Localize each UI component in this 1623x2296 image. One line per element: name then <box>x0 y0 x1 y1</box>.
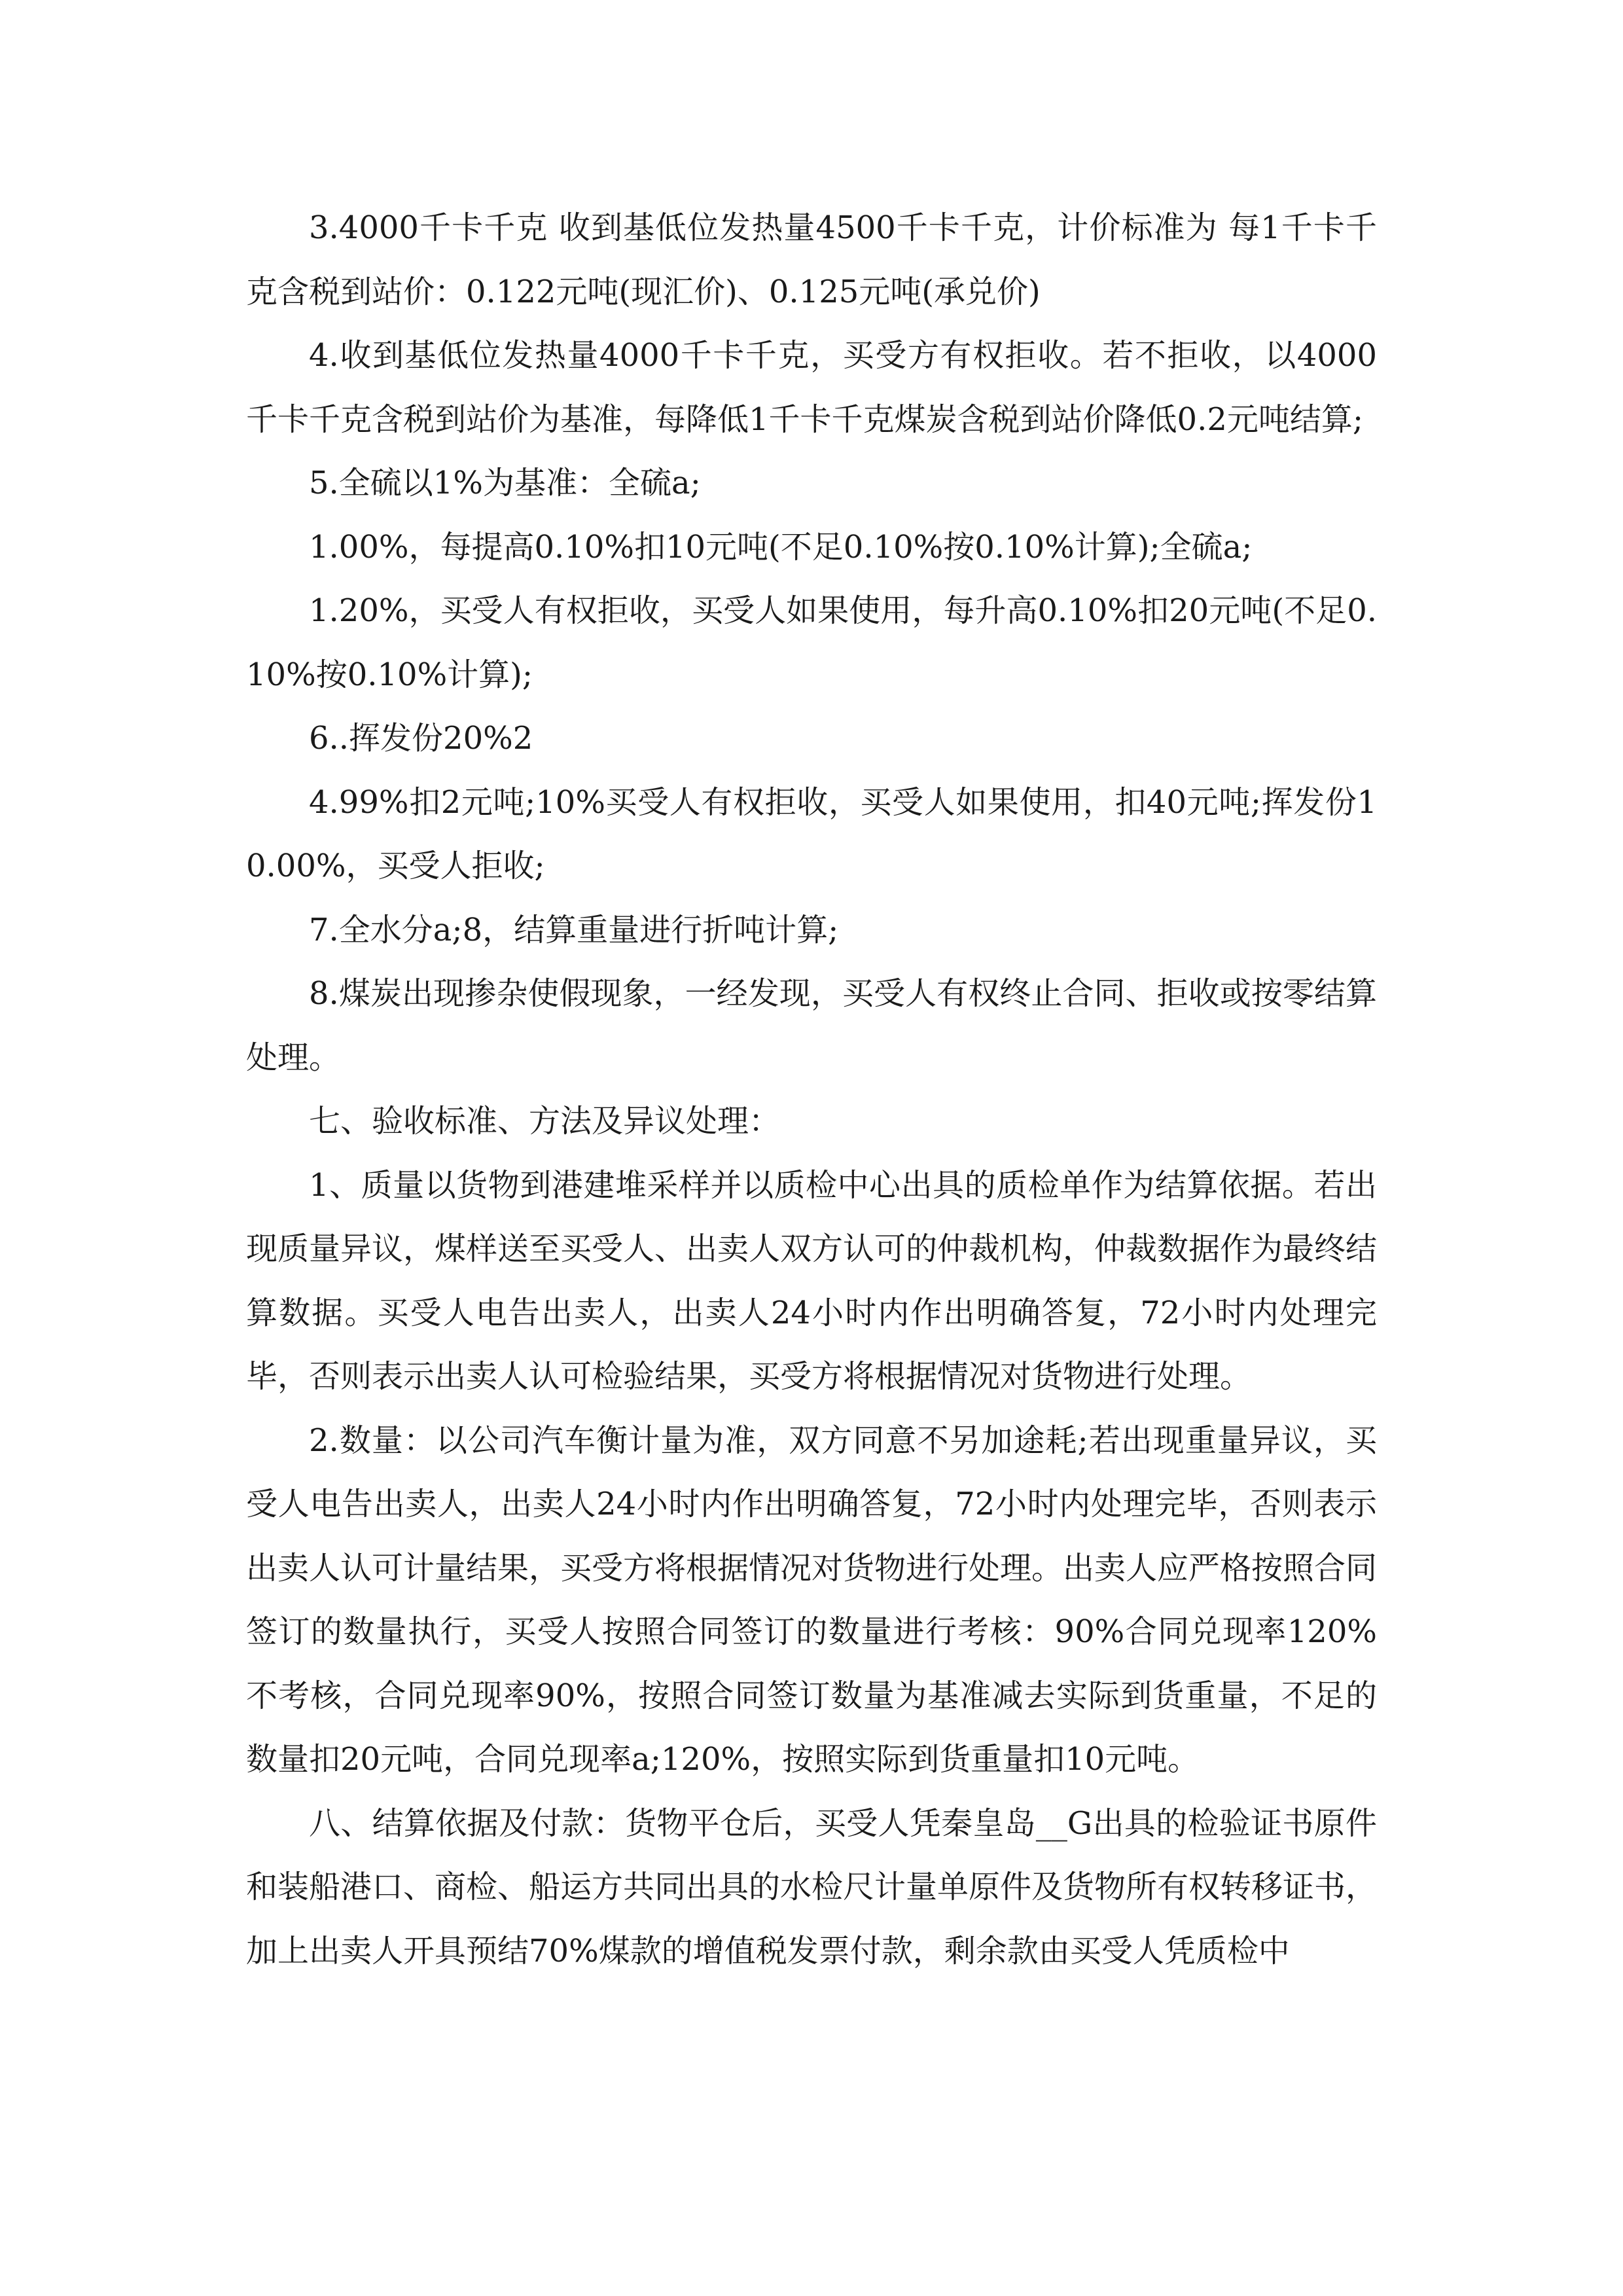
paragraph-sulfur-baseline: 5.全硫以1%为基准：全硫a; <box>309 465 701 501</box>
paragraph-sulfur-deduction-2: 1.20%，买受人有权拒收，买受人如果使用，每升高0.10%扣20元吨(不足0.10%按0.10%计算); <box>246 592 1377 693</box>
paragraph-total-moisture: 7.全水分a;8，结算重量进行折吨计算; <box>309 911 839 948</box>
paragraph-quality-inspection: 1、质量以货物到港建堆采样并以质检中心出具的质检单作为结算依据。若出现质量异议，煤样送至买受人、出卖人双方认可的仲裁机构，仲裁数据作为最终结算数据。买受人电告出卖人，出卖人24小时内作出明确答复，72小时内处理完毕，否则表示出卖人认可检验结果，买受方将根据情况对货物进行处理。 <box>246 1166 1378 1395</box>
section-heading-acceptance: 七、验收标准、方法及异议处理： <box>309 1103 781 1139</box>
paragraph-volatile-deduction: 4.99%扣2元吨;10%买受人有权拒收，买受人如果使用，扣40元吨;挥发份10.00%，买受人拒收; <box>246 783 1377 884</box>
paragraph-quantity: 2.数量：以公司汽车衡计量为准，双方同意不另加途耗;若出现重量异议，买受人电告出卖人，出卖人24小时内作出明确答复，72小时内处理完毕，否则表示出卖人认可计量结果，买受方将根据情况对货物进行处理。出卖人应严格按照合同签订的数量执行，买受人按照合同签订的数量进行考核：90%合同兑现率120%不考核，合同兑现率90%，按照合同签订数量为基准减去实际到货重量，不足的数量扣20元吨，合同兑现率a;120%，按照实际到货重量扣10元吨。 <box>246 1422 1378 1778</box>
paragraph-adulteration: 8.煤炭出现掺杂使假现象，一经发现，买受人有权终止合同、拒收或按零结算处理。 <box>246 975 1377 1076</box>
section-settlement-payment: 八、结算依据及付款：货物平仓后，买受人凭秦皇岛__G出具的检验证书原件和装船港口、商检、船运方共同出具的水检尺计量单原件及货物所有权转移证书，加上出卖人开具预结70%煤款的增值税发票付款，剩余款由买受人凭质检中 <box>246 1804 1378 1969</box>
paragraph-sulfur-deduction-1: 1.00%，每提高0.10%扣10元吨(不足0.10%按0.10%计算);全硫a; <box>309 528 1253 565</box>
paragraph-low-calorific-rejection: 4.收到基低位发热量4000千卡千克，买受方有权拒收。若不拒收，以4000千卡千克含税到站价为基准，每降低1千卡千克煤炭含税到站价降低0.2元吨结算; <box>246 337 1377 438</box>
paragraph-calorific-pricing: 3.4000千卡千克 收到基低位发热量4500千卡千克，计价标准为 每1千卡千克含税到站价：0.122元吨(现汇价)、0.125元吨(承兑价) <box>246 209 1377 310</box>
document-body <box>246 196 1377 1983</box>
paragraph-volatile-baseline: 6..挥发份20%2 <box>309 720 533 757</box>
